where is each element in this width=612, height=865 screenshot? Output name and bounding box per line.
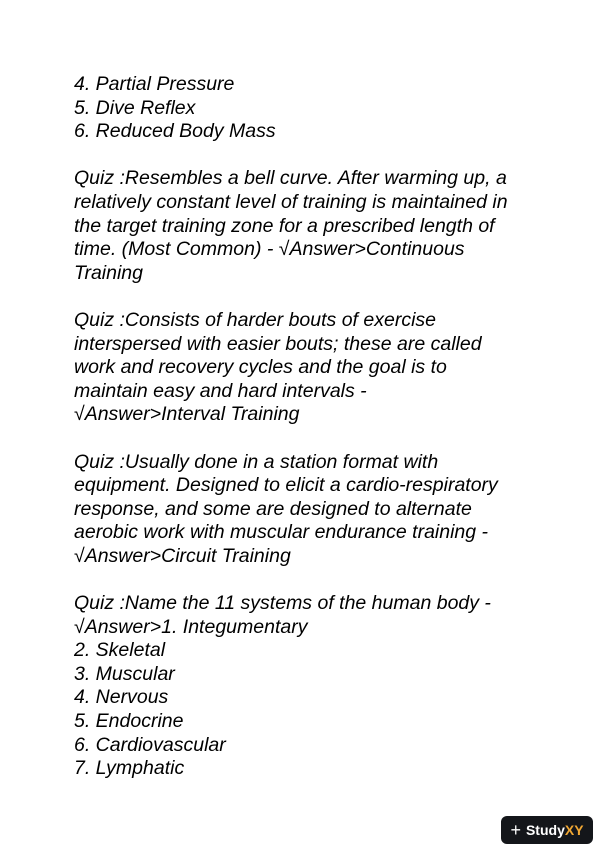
quiz-line: √Answer>Interval Training	[74, 403, 300, 426]
quiz-line: Quiz :Consists of harder bouts of exercise	[74, 308, 436, 331]
list-item: 7. Lymphatic	[74, 757, 185, 780]
list-item: 5. Dive Reflex	[74, 96, 196, 119]
quiz-line: aerobic work with muscular endurance training -	[74, 521, 489, 544]
quiz-line: response, and some are designed to alternate	[74, 497, 472, 520]
quiz-line: √Answer>1. Integumentary	[74, 615, 308, 638]
quiz-body-systems	[74, 592, 554, 781]
list-item: 4. Partial Pressure	[74, 73, 235, 95]
studyxy-badge[interactable]	[501, 816, 593, 844]
quiz-line: equipment. Designed to elicit a cardio-respiratory	[74, 474, 498, 497]
quiz-line: Quiz :Name the 11 systems of the human body -	[74, 592, 491, 615]
list-item: 6. Reduced Body Mass	[74, 120, 276, 143]
quiz-line: the target training zone for a prescribed length of	[74, 214, 495, 237]
quiz-interval-training	[74, 309, 554, 427]
list-item: 3. Muscular	[74, 662, 175, 685]
quiz-line: time. (Most Common) - √Answer>Continuous	[74, 238, 465, 261]
plus-icon: +	[510, 820, 521, 840]
intro-list	[74, 73, 554, 144]
quiz-circuit-training	[74, 451, 554, 569]
quiz-line: Training	[74, 261, 144, 284]
quiz-line: maintain easy and hard intervals -	[74, 379, 367, 402]
quiz-line: Quiz :Usually done in a station format with	[74, 450, 439, 473]
quiz-line: work and recovery cycles and the goal is to	[74, 356, 447, 379]
list-item: 2. Skeletal	[74, 639, 166, 662]
document-body	[74, 73, 554, 781]
quiz-line: √Answer>Circuit Training	[74, 544, 291, 567]
quiz-continuous-training	[74, 167, 554, 285]
list-item: 4. Nervous	[74, 686, 169, 709]
badge-xy-text: XY	[564, 822, 584, 838]
quiz-line: relatively constant level of training is maintained in	[74, 190, 508, 213]
list-item: 6. Cardiovascular	[74, 733, 226, 756]
list-item: 5. Endocrine	[74, 710, 184, 733]
quiz-line: Quiz :Resembles a bell curve. After warming up, a	[74, 167, 507, 190]
quiz-line: interspersed with easier bouts; these are called	[74, 332, 482, 355]
badge-study-text: Study	[525, 822, 565, 838]
